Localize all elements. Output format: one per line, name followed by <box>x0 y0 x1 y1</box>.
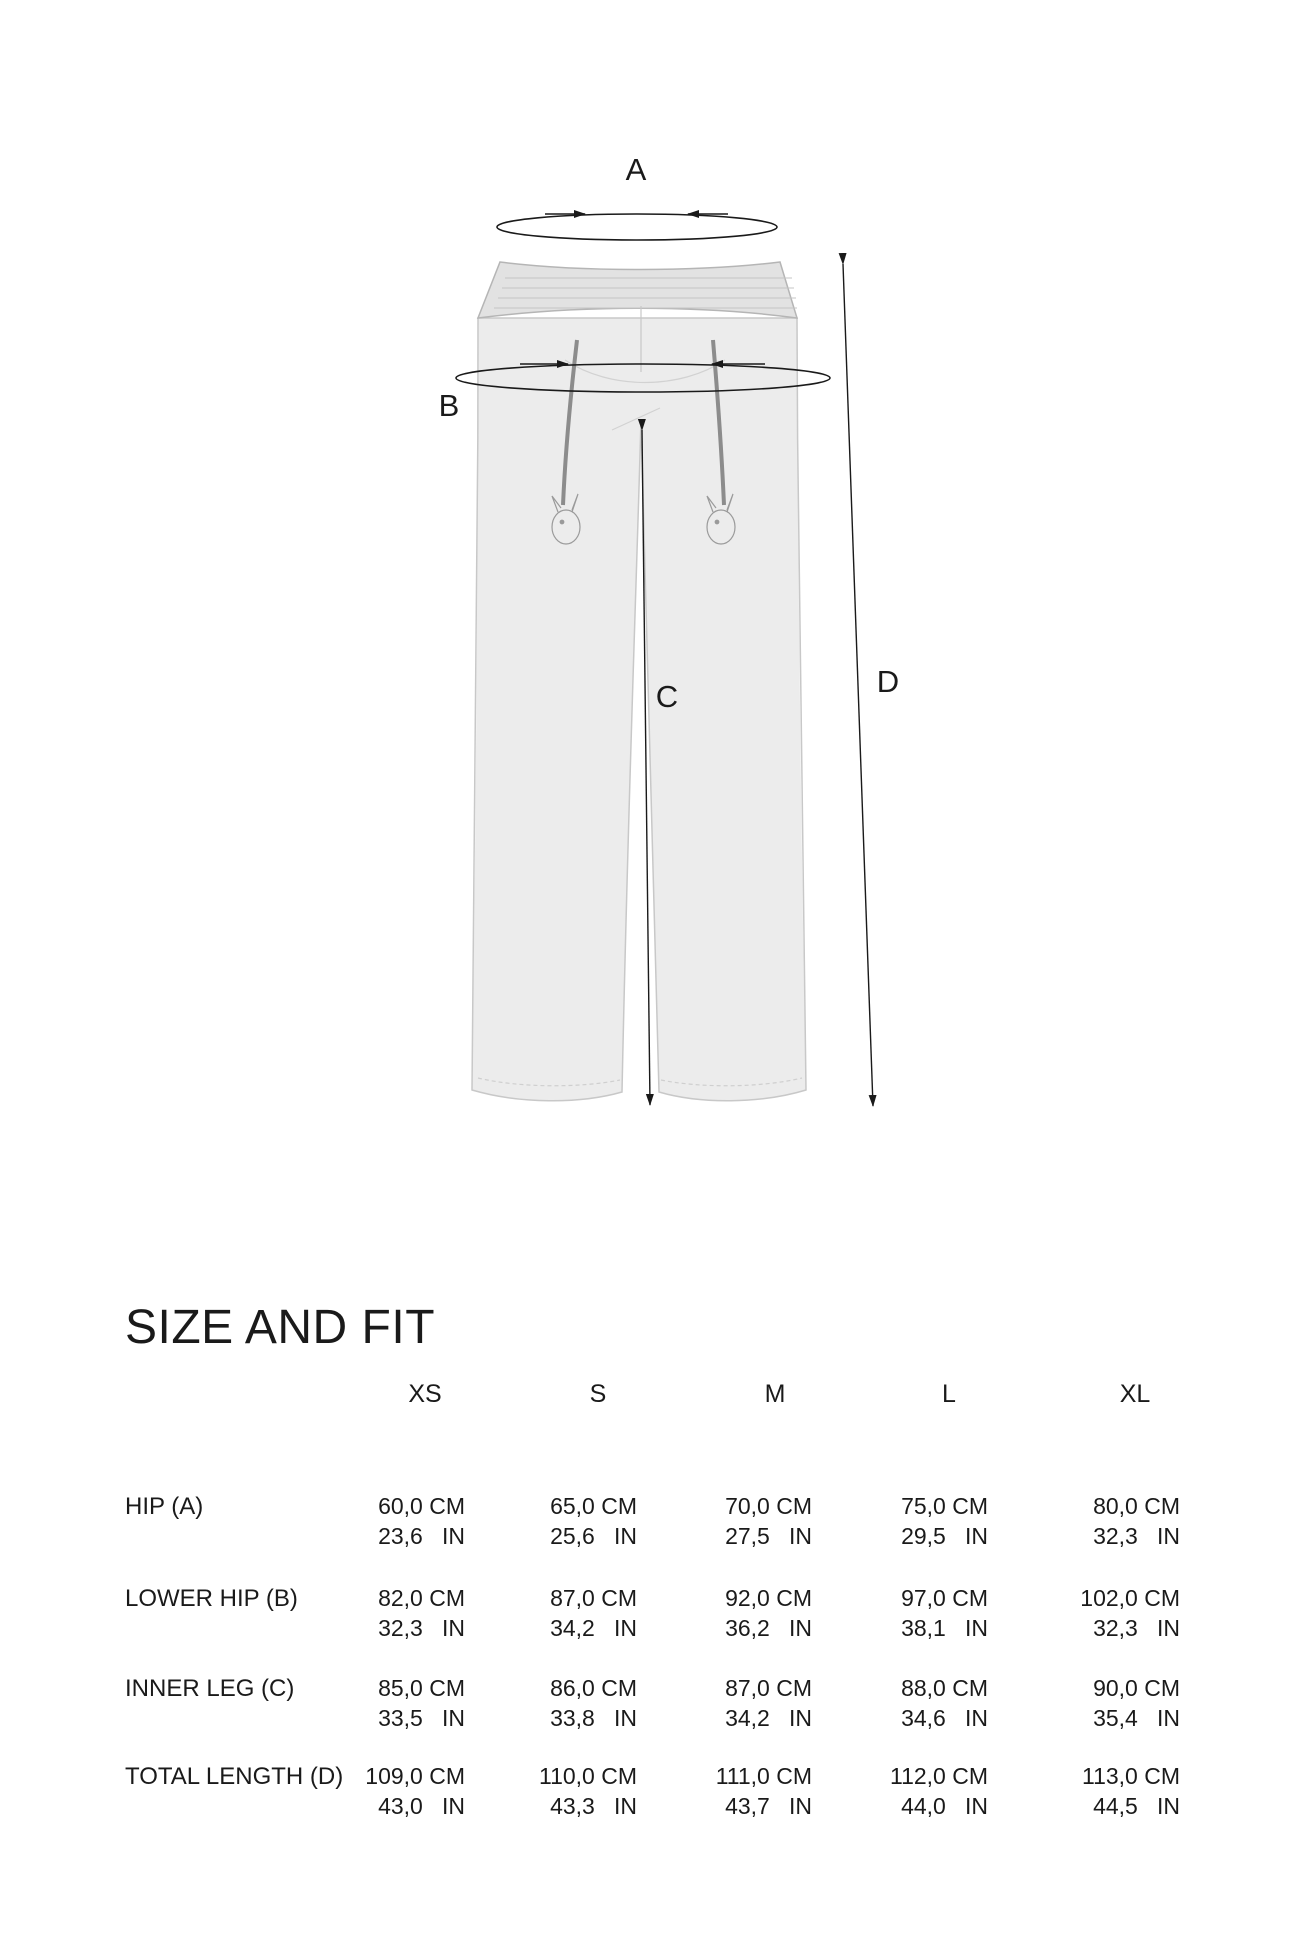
value-in: 43,0 IN <box>378 1793 465 1819</box>
pants-body <box>472 318 806 1101</box>
value-in: 34,6 IN <box>901 1705 988 1731</box>
value-cm: 112,0 CM <box>889 1763 988 1789</box>
size-header-m: M <box>764 1380 786 1408</box>
value-in: 34,2 IN <box>725 1705 812 1731</box>
value-cm: 60,0 CM <box>378 1493 465 1519</box>
value-in: 43,3 IN <box>550 1793 637 1819</box>
value-cm: 90,0 CM <box>1093 1675 1180 1701</box>
value-cm: 65,0 CM <box>550 1493 637 1519</box>
value-cm: 97,0 CM <box>901 1585 988 1611</box>
value-cm: 85,0 CM <box>378 1675 465 1701</box>
value-cm: 87,0 CM <box>550 1585 637 1611</box>
value-in: 43,7 IN <box>725 1793 812 1819</box>
label-d: D <box>876 664 900 699</box>
value-in: 32,3 IN <box>1093 1523 1180 1549</box>
value-in: 44,5 IN <box>1093 1793 1180 1819</box>
value-in: 35,4 IN <box>1093 1705 1180 1731</box>
value-in: 23,6 IN <box>378 1523 465 1549</box>
pants-illustration <box>472 262 806 1101</box>
value-in: 29,5 IN <box>901 1523 988 1549</box>
value-cm: 111,0 CM <box>715 1763 812 1789</box>
value-cm: 110,0 CM <box>538 1763 637 1789</box>
value-in: 44,0 IN <box>901 1793 988 1819</box>
size-header-s: S <box>589 1380 607 1408</box>
waistband <box>478 262 797 318</box>
value-cm: 109,0 CM <box>365 1763 465 1789</box>
value-in: 36,2 IN <box>725 1615 812 1641</box>
value-in: 32,3 IN <box>1093 1615 1180 1641</box>
value-in: 25,6 IN <box>550 1523 637 1549</box>
size-header-l: L <box>942 1380 956 1408</box>
hip-measure-a <box>497 152 777 240</box>
value-in: 32,3 IN <box>378 1615 465 1641</box>
label-b: B <box>438 388 460 423</box>
total-length-measure-d <box>843 264 899 1106</box>
value-in: 33,8 IN <box>550 1705 637 1731</box>
label-c: C <box>655 679 679 714</box>
value-cm: 102,0 CM <box>1080 1585 1180 1611</box>
row-label: HIP (A) <box>125 1493 204 1520</box>
value-cm: 70,0 CM <box>725 1493 812 1519</box>
size-header-xl: XL <box>1119 1380 1151 1408</box>
size-header-xs: XS <box>408 1380 442 1408</box>
value-cm: 113,0 CM <box>1081 1763 1180 1789</box>
value-cm: 75,0 CM <box>901 1493 988 1519</box>
value-in: 38,1 IN <box>901 1615 988 1641</box>
value-cm: 80,0 CM <box>1093 1493 1180 1519</box>
value-in: 27,5 IN <box>725 1523 812 1549</box>
value-cm: 86,0 CM <box>550 1675 637 1701</box>
value-cm: 87,0 CM <box>725 1675 812 1701</box>
value-in: 34,2 IN <box>550 1615 637 1641</box>
label-a: A <box>625 152 647 187</box>
row-label: TOTAL LENGTH (D) <box>125 1763 344 1790</box>
section-title: SIZE AND FIT <box>125 1301 436 1354</box>
row-label: LOWER HIP (B) <box>125 1585 298 1612</box>
value-in: 33,5 IN <box>378 1705 465 1731</box>
value-cm: 82,0 CM <box>378 1585 465 1611</box>
row-label: INNER LEG (C) <box>125 1675 295 1702</box>
value-cm: 88,0 CM <box>901 1675 988 1701</box>
value-cm: 92,0 CM <box>725 1585 812 1611</box>
